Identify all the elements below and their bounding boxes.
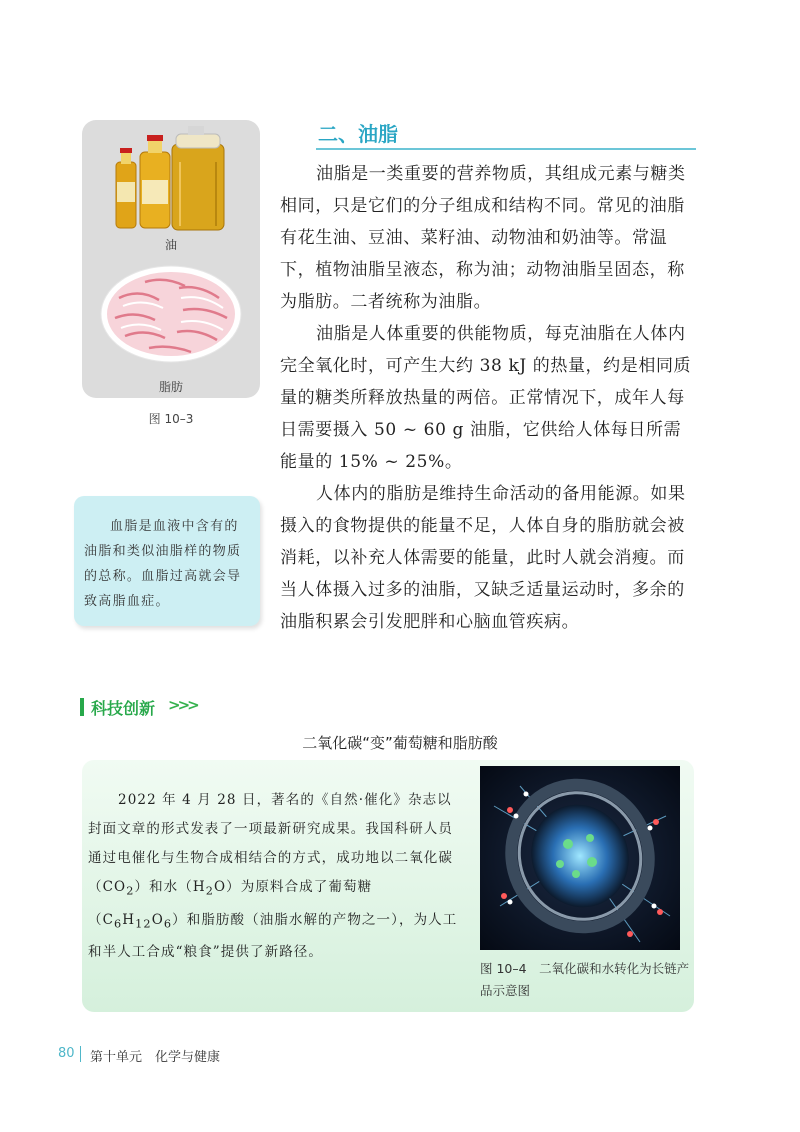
tech-innovation-label: 科技创新 bbox=[91, 699, 156, 718]
note-text: 血脂是血液中含有的油脂和类似油脂样的物质的总称。血脂过高就会导致高脂血症。 bbox=[84, 519, 242, 609]
chevron-right-icon: >>> bbox=[168, 696, 197, 714]
footer-divider bbox=[80, 1046, 81, 1062]
tech-article-title: 二氧化碳“变”葡萄糖和脂肪酸 bbox=[302, 734, 498, 752]
fat-label: 脂肪 bbox=[158, 380, 183, 394]
catalysis-illustration-image bbox=[480, 766, 680, 950]
fat-slices-image bbox=[99, 258, 243, 366]
section-marker-bar bbox=[80, 698, 84, 716]
oil-bottles-image bbox=[110, 122, 228, 234]
paragraph-2: 油脂是人体重要的供能物质，每克油脂在人体内完全氧化时，可产生大约 38 kJ 的热量，约是相同质量的糖类所释放热量的两倍。正常情况下，成年人每日需要摄入 50 ~ 60 g 油脂，它供给人体每日所需能量的 15% ~ 25%。 bbox=[280, 324, 692, 472]
paragraph-1: 油脂是一类重要的营养物质，其组成元素与糖类相同，只是它们的分子组成和结构不同。常见的油脂有花生油、豆油、菜籽油、动物油和奶油等。常温下，植物油脂呈液态，称为油；动物油脂呈固态，称为脂肪。二者统称为油脂。 bbox=[280, 164, 686, 312]
tech-article-text: 2022 年 4 月 28 日，著名的《自然·催化》杂志以封面文章的形式发表了一项最新研究成果。我国科研人员通过电催化与生物合成相结合的方式，成功地以二氧化碳$(CO_2)$和水$(H_2O)$为原料合成了葡萄糖$(C_6H_{12}O_6)$和脂肪酸（油脂水解的产物之一），为人工和半人工合成“粮食”提供了新路径。 bbox=[88, 792, 458, 961]
heading-underline bbox=[316, 148, 696, 150]
footer-unit-title: 第十单元 化学与健康 bbox=[90, 1050, 221, 1065]
oil-label: 油 bbox=[164, 238, 177, 252]
figure-10-4-caption: 图 10–4 二氧化碳和水转化为长链产品示意图 bbox=[480, 961, 690, 998]
paragraph-3: 人体内的脂肪是维持生命活动的备用能源。如果摄入的食物提供的能量不足，人体自身的脂肪就会被消耗，以补充人体需要的能量，此时人就会消瘦。而当人体摄入过多的油脂，又缺乏适量运动时，多余的油脂积累会引发肥胖和心脑血管疾病。 bbox=[280, 484, 686, 632]
page-number: 80 bbox=[58, 1046, 75, 1061]
figure-10-3-caption: 图 10–3 bbox=[148, 412, 194, 426]
section-heading: 二、油脂 bbox=[318, 122, 398, 146]
